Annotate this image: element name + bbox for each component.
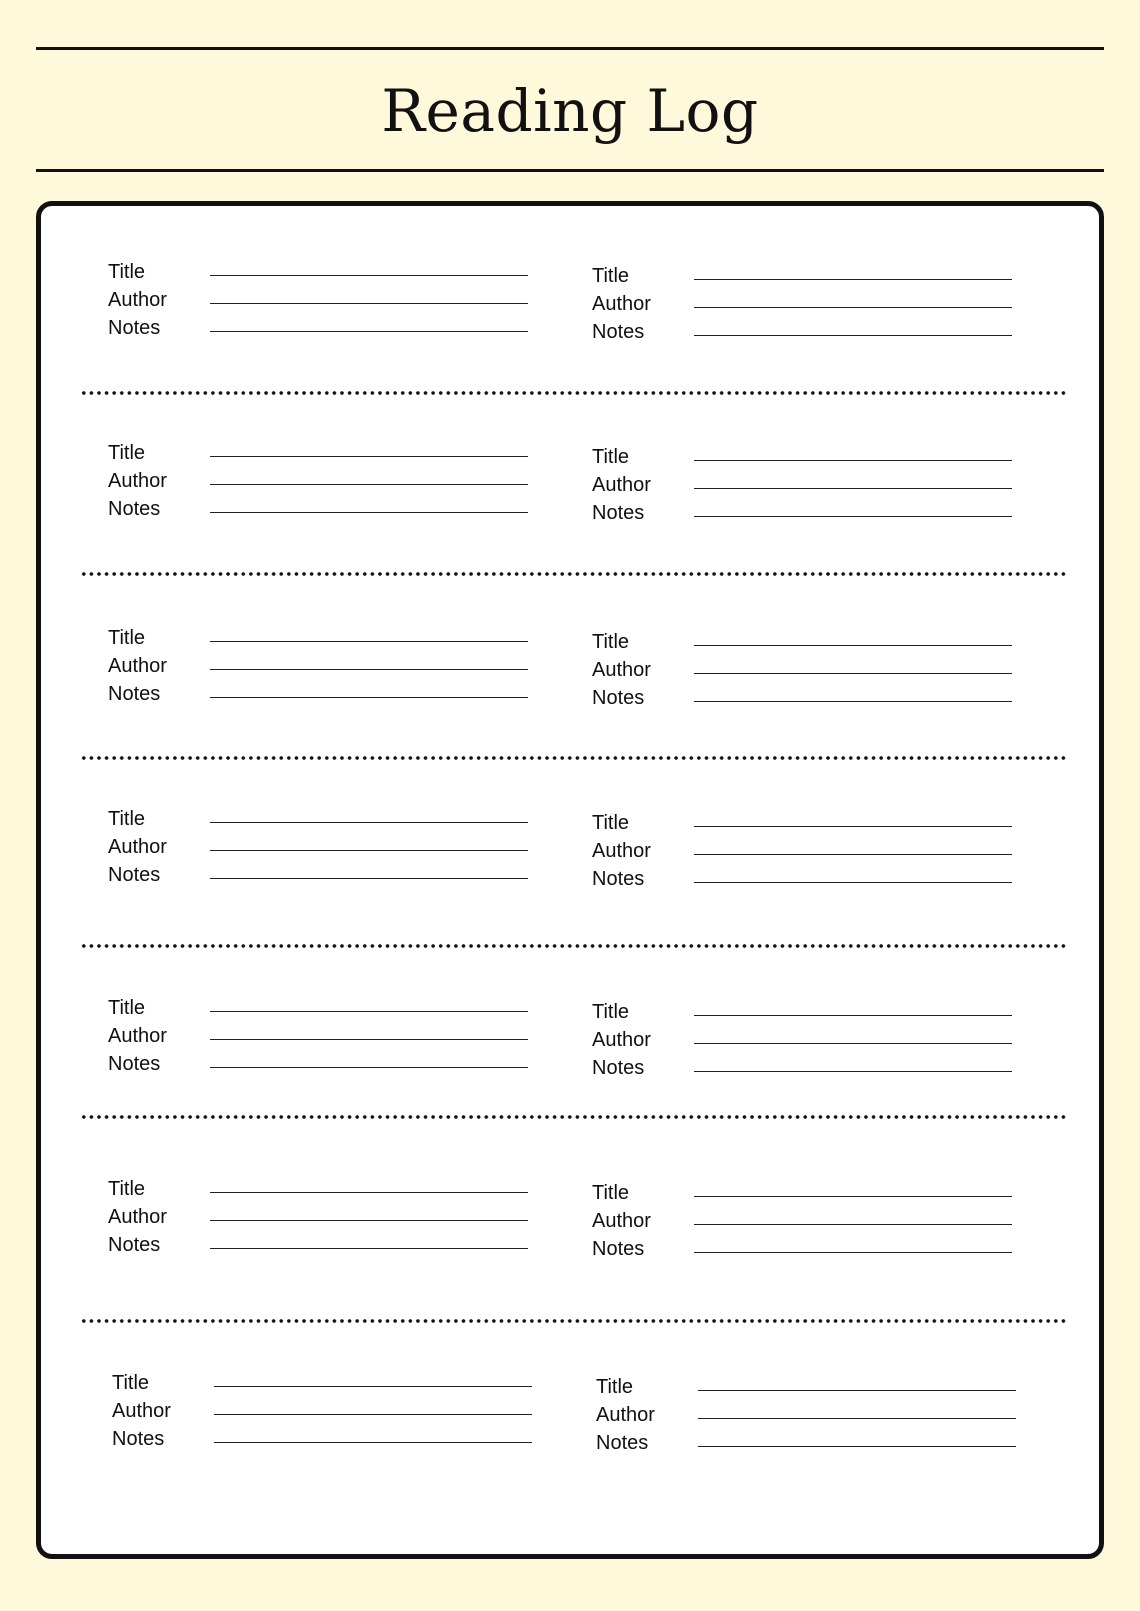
log-entry: [592, 999, 1012, 1089]
title-label: Title: [112, 1372, 150, 1394]
dotted-divider: [80, 1319, 1068, 1323]
dotted-divider: [80, 572, 1068, 576]
log-entry: [108, 995, 528, 1085]
log-entry: [108, 259, 528, 349]
title-label: Title: [592, 446, 630, 468]
title-label: Title: [108, 1178, 146, 1200]
title-write-line[interactable]: [210, 822, 528, 823]
title-label: Title: [108, 808, 146, 830]
notes-write-line[interactable]: [698, 1446, 1016, 1447]
author-write-line[interactable]: [214, 1414, 532, 1415]
log-entry: [596, 1374, 1016, 1464]
author-label: Author: [592, 474, 651, 496]
title-field[interactable]: [112, 1370, 532, 1398]
author-field[interactable]: [108, 653, 528, 681]
notes-write-line[interactable]: [694, 335, 1012, 336]
log-entry: [108, 1176, 528, 1266]
notes-write-line[interactable]: [214, 1442, 532, 1443]
author-write-line[interactable]: [694, 307, 1012, 308]
title-write-line[interactable]: [210, 641, 528, 642]
notes-label: Notes: [108, 498, 161, 520]
title-field[interactable]: [108, 1176, 528, 1204]
author-write-line[interactable]: [210, 850, 528, 851]
title-label: Title: [592, 265, 630, 287]
notes-label: Notes: [592, 868, 645, 890]
notes-field[interactable]: [592, 866, 1012, 894]
log-entry: [112, 1370, 532, 1460]
author-field[interactable]: [108, 468, 528, 496]
title-label: Title: [592, 1182, 630, 1204]
title-label: Title: [592, 631, 630, 653]
title-field[interactable]: [592, 629, 1012, 657]
notes-field[interactable]: [592, 1055, 1012, 1083]
author-label: Author: [108, 836, 167, 858]
title-write-line[interactable]: [698, 1390, 1016, 1391]
title-write-line[interactable]: [210, 1192, 528, 1193]
title-field[interactable]: [108, 995, 528, 1023]
log-entry: [108, 440, 528, 530]
notes-label: Notes: [592, 321, 645, 343]
notes-field[interactable]: [108, 496, 528, 524]
title-field[interactable]: [108, 806, 528, 834]
title-label: Title: [596, 1376, 634, 1398]
notes-write-line[interactable]: [694, 882, 1012, 883]
notes-field[interactable]: [108, 315, 528, 343]
author-label: Author: [108, 470, 167, 492]
title-field[interactable]: [108, 259, 528, 287]
notes-field[interactable]: [108, 1051, 528, 1079]
title-write-line[interactable]: [694, 1196, 1012, 1197]
notes-write-line[interactable]: [694, 1071, 1012, 1072]
title-write-line[interactable]: [694, 826, 1012, 827]
title-write-line[interactable]: [694, 645, 1012, 646]
title-field[interactable]: [592, 444, 1012, 472]
author-label: Author: [108, 289, 167, 311]
author-write-line[interactable]: [694, 1043, 1012, 1044]
notes-label: Notes: [592, 687, 645, 709]
notes-field[interactable]: [596, 1430, 1016, 1458]
notes-field[interactable]: [108, 862, 528, 890]
author-label: Author: [112, 1400, 171, 1422]
author-write-line[interactable]: [210, 1039, 528, 1040]
author-field[interactable]: [592, 291, 1012, 319]
notes-write-line[interactable]: [694, 701, 1012, 702]
title-write-line[interactable]: [210, 1011, 528, 1012]
notes-field[interactable]: [112, 1426, 532, 1454]
title-label: Title: [592, 812, 630, 834]
dotted-divider: [80, 944, 1068, 948]
author-label: Author: [596, 1404, 655, 1426]
title-field[interactable]: [592, 999, 1012, 1027]
author-field[interactable]: [108, 1023, 528, 1051]
title-write-line[interactable]: [694, 279, 1012, 280]
author-write-line[interactable]: [694, 673, 1012, 674]
notes-label: Notes: [108, 864, 161, 886]
title-field[interactable]: [108, 440, 528, 468]
notes-field[interactable]: [592, 319, 1012, 347]
title-label: Title: [108, 442, 146, 464]
notes-label: Notes: [108, 1234, 161, 1256]
title-write-line[interactable]: [210, 456, 528, 457]
top-rule: [36, 47, 1104, 50]
notes-label: Notes: [596, 1432, 649, 1454]
dotted-divider: [80, 1115, 1068, 1119]
author-field[interactable]: [592, 1027, 1012, 1055]
author-label: Author: [592, 293, 651, 315]
author-field[interactable]: [596, 1402, 1016, 1430]
notes-write-line[interactable]: [694, 1252, 1012, 1253]
author-field[interactable]: [108, 834, 528, 862]
notes-label: Notes: [592, 1057, 645, 1079]
dotted-divider: [80, 391, 1068, 395]
notes-field[interactable]: [592, 1236, 1012, 1264]
title-field[interactable]: [592, 1180, 1012, 1208]
notes-label: Notes: [592, 502, 645, 524]
title-field[interactable]: [592, 810, 1012, 838]
author-write-line[interactable]: [210, 669, 528, 670]
notes-label: Notes: [592, 1238, 645, 1260]
author-write-line[interactable]: [694, 488, 1012, 489]
author-field[interactable]: [592, 838, 1012, 866]
notes-field[interactable]: [108, 1232, 528, 1260]
author-label: Author: [592, 1029, 651, 1051]
log-entry: [592, 1180, 1012, 1270]
title-bottom-rule: [36, 169, 1104, 172]
notes-write-line[interactable]: [210, 878, 528, 879]
author-write-line[interactable]: [698, 1418, 1016, 1419]
author-write-line[interactable]: [694, 854, 1012, 855]
reading-log-card: [36, 201, 1104, 1559]
author-label: Author: [108, 1206, 167, 1228]
title-label: Title: [592, 1001, 630, 1023]
title-field[interactable]: [592, 263, 1012, 291]
notes-field[interactable]: [592, 685, 1012, 713]
notes-field[interactable]: [108, 681, 528, 709]
title-label: Title: [108, 627, 146, 649]
title-write-line[interactable]: [694, 1015, 1012, 1016]
author-field[interactable]: [592, 1208, 1012, 1236]
log-entry: [592, 629, 1012, 719]
author-label: Author: [592, 1210, 651, 1232]
author-field[interactable]: [592, 472, 1012, 500]
author-field[interactable]: [112, 1398, 532, 1426]
title-write-line[interactable]: [694, 460, 1012, 461]
title-write-line[interactable]: [214, 1386, 532, 1387]
notes-label: Notes: [108, 317, 161, 339]
dotted-divider: [80, 756, 1068, 760]
author-field[interactable]: [592, 657, 1012, 685]
author-label: Author: [108, 655, 167, 677]
notes-label: Notes: [108, 1053, 161, 1075]
author-field[interactable]: [108, 1204, 528, 1232]
title-write-line[interactable]: [210, 275, 528, 276]
author-field[interactable]: [108, 287, 528, 315]
author-label: Author: [108, 1025, 167, 1047]
notes-write-line[interactable]: [210, 331, 528, 332]
notes-label: Notes: [112, 1428, 165, 1450]
author-write-line[interactable]: [210, 303, 528, 304]
author-write-line[interactable]: [210, 1220, 528, 1221]
log-entry: [592, 444, 1012, 534]
title-label: Title: [108, 997, 146, 1019]
title-label: Title: [108, 261, 146, 283]
page-title: Reading Log: [381, 77, 759, 145]
notes-write-line[interactable]: [694, 516, 1012, 517]
title-field[interactable]: [596, 1374, 1016, 1402]
log-entry: [592, 263, 1012, 353]
author-label: Author: [592, 659, 651, 681]
notes-field[interactable]: [592, 500, 1012, 528]
log-entry: [592, 810, 1012, 900]
author-label: Author: [592, 840, 651, 862]
notes-write-line[interactable]: [210, 1248, 528, 1249]
log-entry: [108, 806, 528, 896]
notes-write-line[interactable]: [210, 512, 528, 513]
notes-write-line[interactable]: [210, 1067, 528, 1068]
author-write-line[interactable]: [210, 484, 528, 485]
notes-write-line[interactable]: [210, 697, 528, 698]
log-entry: [108, 625, 528, 715]
notes-label: Notes: [108, 683, 161, 705]
title-field[interactable]: [108, 625, 528, 653]
author-write-line[interactable]: [694, 1224, 1012, 1225]
